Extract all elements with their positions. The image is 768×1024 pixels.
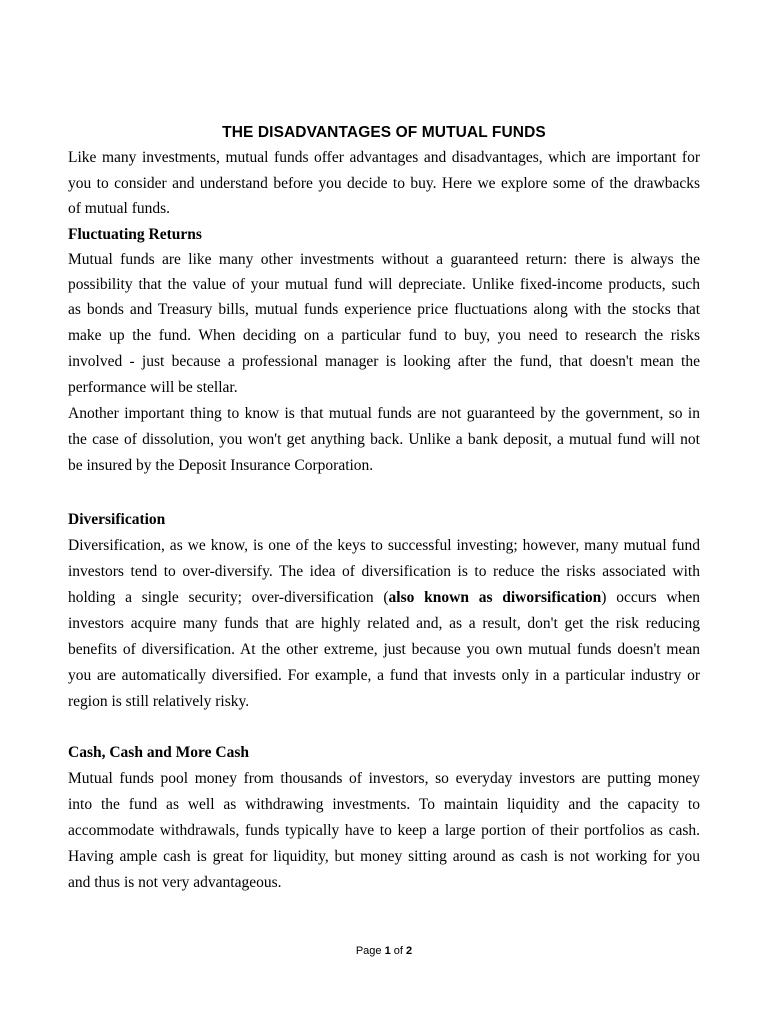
section-1-line-4: make up the fund. When deciding on a particular fund to buy, you need to research the risks: [68, 327, 700, 344]
footer-of-word: of: [393, 945, 403, 957]
section-1-line-7: Another important thing to know is that mutual funds are not guaranteed by the government, so in: [68, 405, 700, 422]
section-1-line-3: as bonds and Treasury bills, mutual funds experience price fluctuations along with the stocks that: [68, 301, 700, 318]
section-1-line-8: the case of dissolution, you won't get anything back. Unlike a bank deposit, a mutual fund will not: [68, 431, 700, 448]
section-1-line-6: performance will be stellar.: [68, 379, 238, 396]
document-title: THE DISADVANTAGES OF MUTUAL FUNDS: [222, 124, 546, 141]
section-3-line-2: into the fund as well as withdrawing investments. To maintain liquidity and the capacity to: [68, 796, 700, 813]
intro-line-3: of mutual funds.: [68, 200, 171, 217]
section-3-line-5: and thus is not very advantageous.: [68, 874, 282, 891]
section-1-line-1: Mutual funds are like many other investments without a guaranteed return: there is always the: [68, 251, 700, 268]
section-2-line-3-part-1: holding a single security; over-diversification (: [68, 589, 389, 606]
section-2-line-5: benefits of diversification. At the other extreme, just because you own mutual funds doesn't mean: [68, 641, 700, 658]
section-2-line-6: you are automatically diversified. For example, a fund that invests only in a particular industry or: [68, 667, 700, 684]
section-2-line-2: investors tend to over-diversify. The idea of diversification is to reduce the risks associated with: [68, 563, 700, 580]
section-3-line-4: Having ample cash is great for liquidity, but money sitting around as cash is not working for you: [68, 848, 700, 865]
section-2-line-3-part-3: ) occurs when: [601, 589, 700, 606]
footer-current-page: 1: [384, 945, 391, 957]
section-1-line-9: be insured by the Deposit Insurance Corporation.: [68, 457, 374, 474]
section-heading-fluctuating-returns: Fluctuating Returns: [68, 226, 202, 243]
footer-page-word: Page: [355, 945, 382, 957]
section-heading-diversification: Diversification: [68, 511, 166, 528]
section-1-line-5: involved - just because a professional manager is looking after the fund, that doesn't mean the: [68, 353, 700, 370]
section-2-line-1: Diversification, as we know, is one of the keys to successful investing; however, many mutual fund: [68, 537, 700, 554]
section-1-line-2: possibility that the value of your mutual fund will depreciate. Unlike fixed-income products, such: [68, 276, 700, 293]
page-footer: [0, 945, 768, 957]
footer-total-pages: 2: [406, 945, 413, 957]
section-3-line-1: Mutual funds pool money from thousands of investors, so everyday investors are putting money: [68, 770, 700, 787]
diworsification-emphasis: also known as diworsification: [388, 589, 602, 606]
section-2-line-7: region is still relatively risky.: [68, 693, 250, 710]
section-3-line-3: accommodate withdrawals, funds typically have to keep a large portion of their portfolios as cash.: [68, 822, 700, 839]
intro-line-2: you to consider and understand before you decide to buy. Here we explore some of the drawbacks: [68, 175, 700, 192]
section-heading-cash: Cash, Cash and More Cash: [68, 744, 250, 761]
section-2-line-3: [68, 588, 700, 608]
section-2-line-4: investors acquire many funds that are highly related and, as a result, don't get the risk reducing: [68, 615, 700, 632]
intro-line-1: Like many investments, mutual funds offer advantages and disadvantages, which are important for: [68, 149, 700, 166]
